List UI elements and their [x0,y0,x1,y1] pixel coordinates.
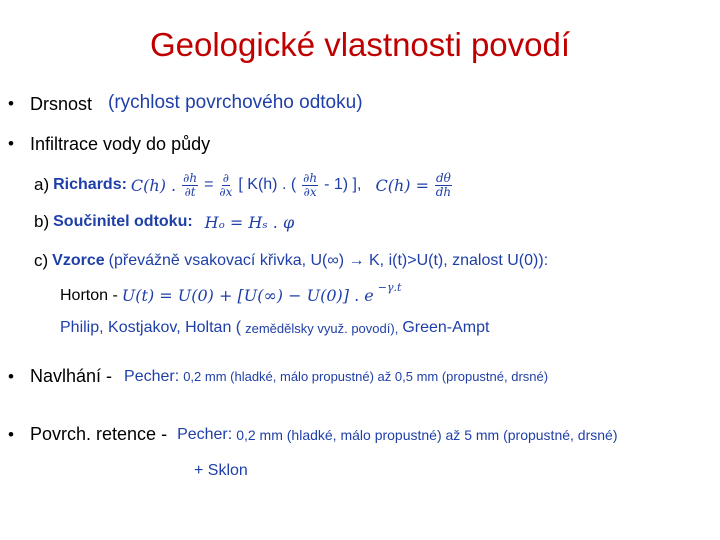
slope-note: + Sklon [194,462,248,479]
horton-exponent: −γ.t [377,281,402,294]
bullet-marker: • [8,425,14,444]
other-models-names: Philip, Kostjakov, Holtan ( [60,319,242,336]
infiltrace-label: Infiltrace vody do půdy [30,134,211,154]
equals-sign: = [204,176,214,193]
fraction-dtheta-dh: $\frac{d\theta}{dh}$ [435,170,452,199]
retention-value: 0,2 mm (hladké, málo propustné) až 5 mm (propustné, drsné) [236,426,618,443]
retention-source: Pecher: [177,425,233,443]
richards-bracket: [ K(h) . ( [238,176,297,193]
fraction-d-dx: $\frac{\partial}{\partial x}$ [219,170,233,199]
horton-formula: U(t) = U(0) + [U(∞) − U(0)] . e [121,286,374,305]
bullet-marker: • [8,367,14,386]
wetting-line [30,366,548,387]
runoff-coef-label: Součinitel odtoku: [53,213,193,230]
item-prefix: c) [34,251,49,270]
wetting-source: Pecher: [124,367,180,385]
bullet-marker: • [8,94,14,113]
richards-lhs: C(h) . [130,175,177,195]
horton-label: Horton - [60,286,118,304]
wetting-value: 0,2 mm (hladké, málo propustné) až 0,5 mm (propustné, drsné) [183,369,549,384]
fraction-dh-dx: $\frac{\partial h}{\partial x}$ [303,170,318,199]
drsnost-note: (rychlost povrchového odtoku) [108,92,363,113]
richards-label: Richards: [53,176,127,193]
wetting-label: Navlhání - [30,366,113,386]
runoff-coef-formula: Hₒ = Hₛ . φ [204,212,295,232]
green-ampt: Green-Ampt [402,319,490,336]
formulas-label: Vzorce [52,252,105,269]
horton-line [60,281,402,305]
drsnost-label: Drsnost [30,94,93,114]
formulas-line [34,251,548,271]
retention-line [30,424,617,445]
slide-title: Geologické vlastnosti povodí [149,26,571,63]
item-prefix: b) [34,212,50,231]
richards-line [34,170,454,200]
fraction-dh-dt: $\frac{\partial h}{\partial t}$ [183,170,198,199]
other-models-note: zemědělsky využ. povodí), [245,320,399,336]
retention-label: Povrch. retence - [30,424,168,444]
runoff-coef-line [34,212,294,232]
other-models-line [60,319,489,337]
item-prefix: a) [34,175,50,194]
bullet-marker: • [8,134,14,153]
formulas-description: (převážně vsakovací křivka, U(∞) → K, i(t)>U(t), znalost U(0)): [108,252,549,269]
capacity-lhs: C(h) = [375,175,429,195]
richards-tail: - 1) ], [324,176,362,193]
